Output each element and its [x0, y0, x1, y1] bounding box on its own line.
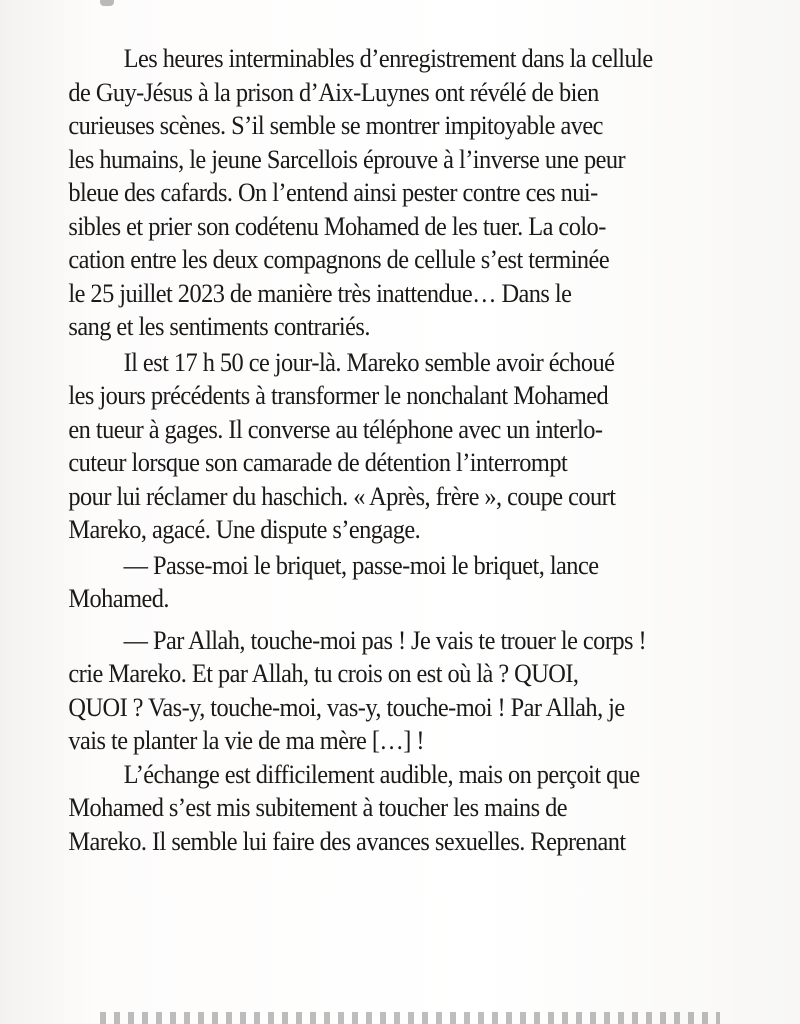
dialogue-mohamed: [68, 549, 722, 616]
text-line: crie Mareko. Et par Allah, tu crois on est où là ? QUOI,: [68, 658, 579, 688]
text-line: Mareko, agacé. Une dispute s’engage.: [68, 514, 421, 544]
text-line: de Guy-Jésus à la prison d’Aix-Luynes ont révélé de bien: [68, 76, 599, 107]
text-line: vais te planter la vie de ma mère […] !: [68, 725, 424, 755]
paragraph-recording-cell: [68, 42, 722, 344]
text-line: — Par Allah, touche-moi pas ! Je vais te trouer le corps !: [123, 624, 647, 655]
text-line: sibles et prier son codétenu Mohamed de les tuer. La colo-: [68, 210, 606, 241]
text-line: curieuses scènes. S’il semble se montrer impitoyable avec: [68, 110, 603, 140]
text-line: cation entre les deux compagnons de cellule s’est terminée: [68, 244, 610, 274]
text-line: L’échange est difficilement audible, mais on perçoit que: [123, 758, 640, 789]
text-line: pour lui réclamer du haschich. « Après, frère », coupe court: [68, 480, 616, 511]
text-line: les humains, le jeune Sarcellois éprouve à l’inverse une peur: [68, 143, 626, 174]
text-line: en tueur à gages. Il converse au téléphone avec un interlo-: [68, 413, 603, 444]
page-body-text: [68, 42, 722, 858]
text-line: bleue des cafards. On l’entend ainsi pester contre ces nui-: [68, 177, 598, 207]
text-line: Il est 17 h 50 ce jour-là. Mareko semble avoir échoué: [123, 346, 615, 377]
next-page-text-fragment: [100, 1012, 720, 1024]
text-line: sang et les sentiments contrariés.: [68, 311, 370, 341]
previous-page-text-fragment: [100, 0, 114, 6]
text-line: cuteur lorsque son camarade de détention l’interrompt: [68, 447, 568, 477]
dialogue-mareko: [68, 624, 722, 758]
text-line: les jours précédents à transformer le nonchalant Mohamed: [68, 380, 609, 410]
text-line: le 25 juillet 2023 de manière très inattendue… Dans le: [68, 277, 572, 308]
text-line: Les heures interminables d’enregistrement dans la cellule: [123, 43, 653, 73]
text-line: Mohamed.: [68, 583, 169, 613]
text-line: Mohamed s’est mis subitement à toucher les mains de: [68, 792, 568, 822]
text-line: — Passe-moi le briquet, passe-moi le briquet, lance: [123, 549, 599, 580]
paragraph-exchange: [68, 758, 722, 859]
text-line: QUOI ? Vas-y, touche-moi, vas-y, touche-moi ! Par Allah, je: [68, 691, 625, 722]
text-line: Mareko. Il semble lui faire des avances sexuelles. Reprenant: [68, 825, 626, 856]
paragraph-dispute-start: [68, 346, 722, 547]
